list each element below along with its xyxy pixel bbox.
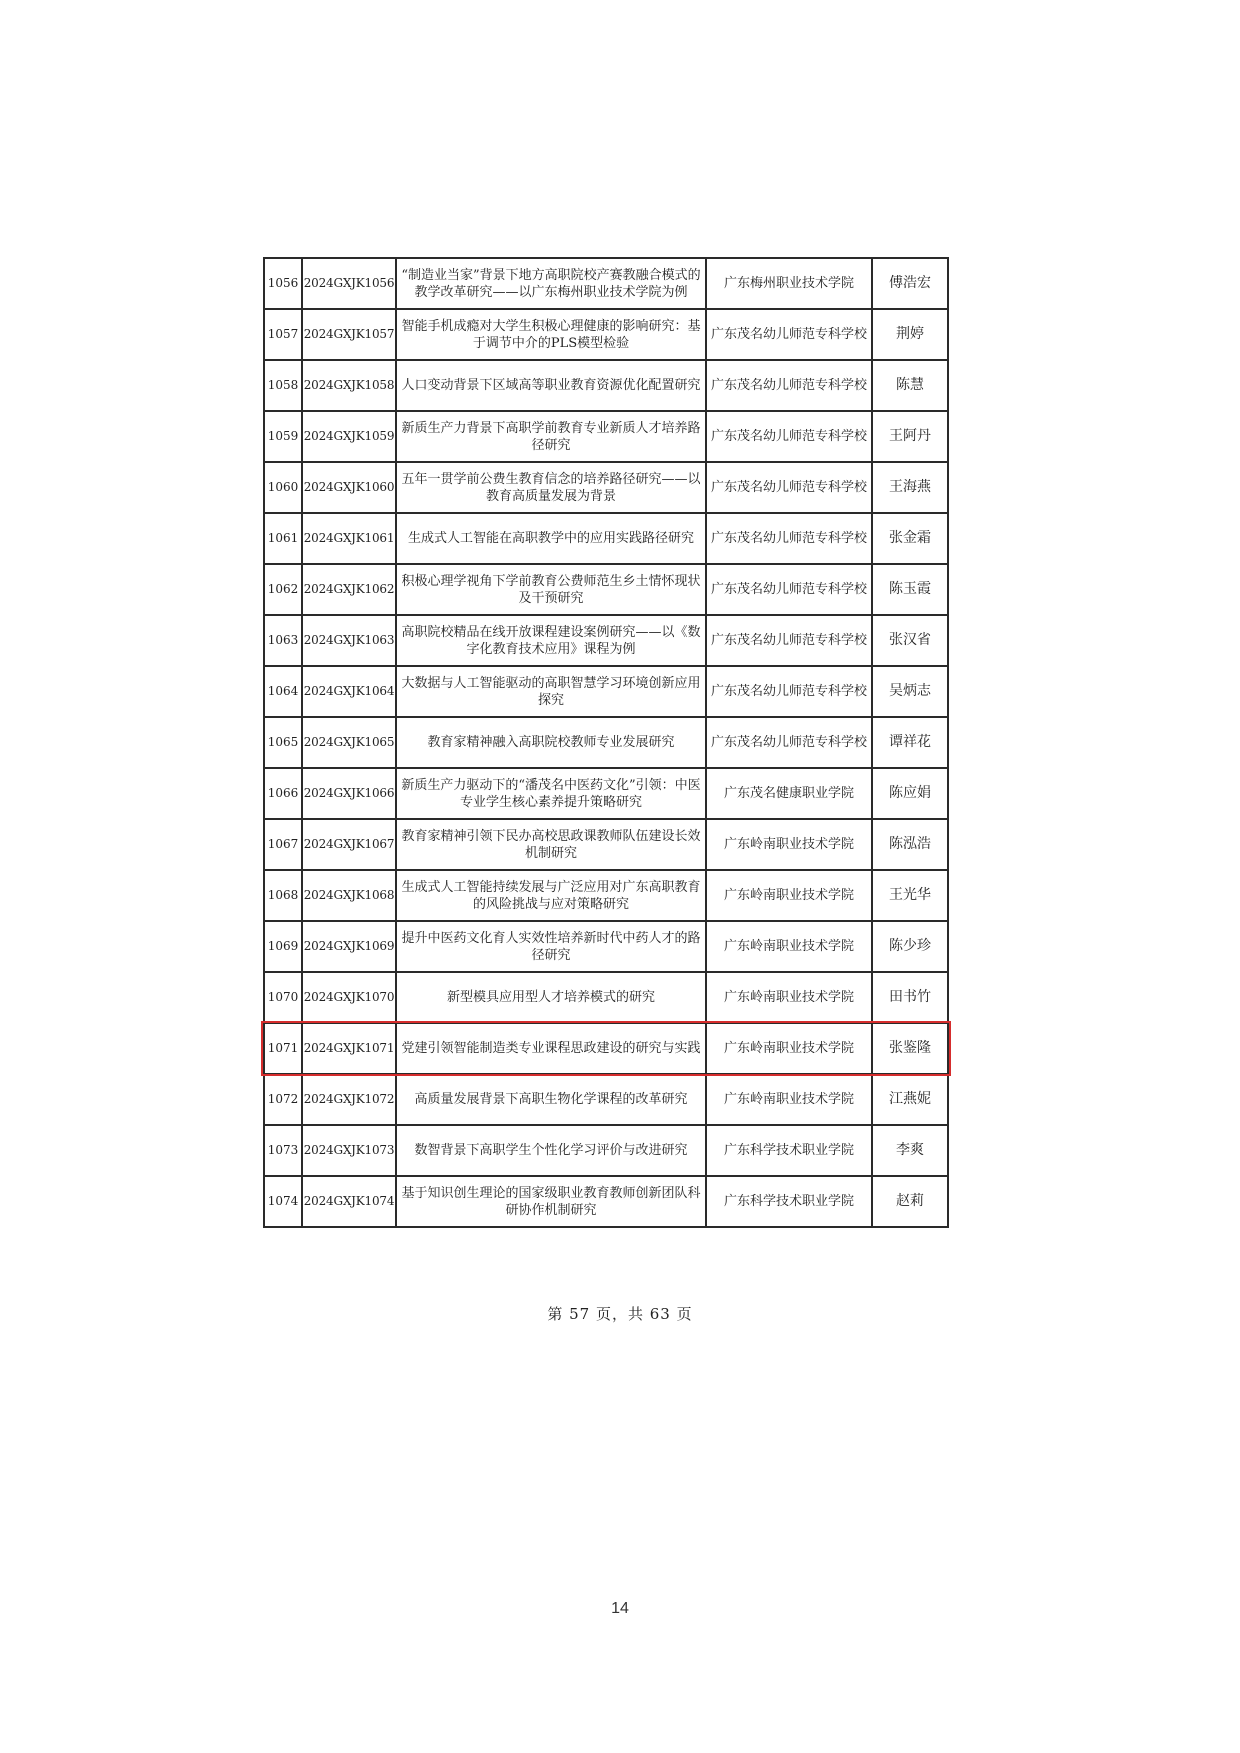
project-code: 2024GXJK1062 [302,564,396,615]
project-code: 2024GXJK1074 [302,1176,396,1227]
project-code: 2024GXJK1069 [302,921,396,972]
table-row [264,972,948,1023]
project-title: 积极心理学视角下学前教育公费师范生乡土情怀现状及干预研究 [396,564,706,615]
person-name: 傅浩宏 [872,258,948,309]
school-name: 广东茂名幼儿师范专科学校 [706,666,872,717]
table-row [264,717,948,768]
school-name: 广东茂名幼儿师范专科学校 [706,411,872,462]
project-title: 智能手机成瘾对大学生积极心理健康的影响研究：基于调节中介的PLS模型检验 [396,309,706,360]
page-number: 14 [611,1600,629,1617]
table-row [264,258,948,309]
row-number: 1063 [264,615,302,666]
table-row [264,1074,948,1125]
page-info: 第 57 页，共 63 页 [547,1305,693,1323]
table-row [264,768,948,819]
project-title: 提升中医药文化育人实效性培养新时代中药人才的路径研究 [396,921,706,972]
school-name: 广东岭南职业技术学院 [706,1023,872,1074]
project-title: “制造业当家”背景下地方高职院校产赛教融合模式的教学改革研究——以广东梅州职业技术学院为例 [396,258,706,309]
project-title: 大数据与人工智能驱动的高职智慧学习环境创新应用探究 [396,666,706,717]
person-name: 谭祥花 [872,717,948,768]
table-row [264,309,948,360]
row-number: 1069 [264,921,302,972]
person-name: 陈玉霞 [872,564,948,615]
school-name: 广东岭南职业技术学院 [706,972,872,1023]
project-title: 基于知识创生理论的国家级职业教育教师创新团队科研协作机制研究 [396,1176,706,1227]
school-name: 广东岭南职业技术学院 [706,819,872,870]
table-row [264,1023,948,1074]
row-number: 1058 [264,360,302,411]
project-title: 数智背景下高职学生个性化学习评价与改进研究 [396,1125,706,1176]
school-name: 广东茂名幼儿师范专科学校 [706,360,872,411]
project-code: 2024GXJK1064 [302,666,396,717]
row-number: 1065 [264,717,302,768]
person-name: 陈少珍 [872,921,948,972]
project-title: 新质生产力背景下高职学前教育专业新质人才培养路径研究 [396,411,706,462]
school-name: 广东茂名幼儿师范专科学校 [706,564,872,615]
project-title: 高职院校精品在线开放课程建设案例研究——以《数字化教育技术应用》课程为例 [396,615,706,666]
project-code: 2024GXJK1072 [302,1074,396,1125]
table-row [264,666,948,717]
table-row [264,870,948,921]
project-code: 2024GXJK1059 [302,411,396,462]
row-number: 1059 [264,411,302,462]
person-name: 李爽 [872,1125,948,1176]
row-number: 1073 [264,1125,302,1176]
school-name: 广东茂名健康职业学院 [706,768,872,819]
table-row [264,615,948,666]
project-code: 2024GXJK1066 [302,768,396,819]
school-name: 广东茂名幼儿师范专科学校 [706,615,872,666]
row-number: 1068 [264,870,302,921]
row-number: 1061 [264,513,302,564]
project-code: 2024GXJK1071 [302,1023,396,1074]
person-name: 王光华 [872,870,948,921]
project-title: 生成式人工智能在高职教学中的应用实践路径研究 [396,513,706,564]
project-code: 2024GXJK1057 [302,309,396,360]
school-name: 广东梅州职业技术学院 [706,258,872,309]
project-code: 2024GXJK1070 [302,972,396,1023]
person-name: 张鉴隆 [872,1023,948,1074]
row-number: 1056 [264,258,302,309]
school-name: 广东岭南职业技术学院 [706,1074,872,1125]
table-row [264,1176,948,1227]
school-name: 广东岭南职业技术学院 [706,921,872,972]
project-code: 2024GXJK1060 [302,462,396,513]
row-number: 1057 [264,309,302,360]
table-row [264,462,948,513]
person-name: 赵莉 [872,1176,948,1227]
school-name: 广东科学技术职业学院 [706,1176,872,1227]
project-code: 2024GXJK1067 [302,819,396,870]
person-name: 张汉省 [872,615,948,666]
school-name: 广东茂名幼儿师范专科学校 [706,717,872,768]
row-number: 1072 [264,1074,302,1125]
table-row [264,1125,948,1176]
project-code: 2024GXJK1063 [302,615,396,666]
table-row [264,513,948,564]
project-code: 2024GXJK1061 [302,513,396,564]
person-name: 陈应娟 [872,768,948,819]
project-code: 2024GXJK1065 [302,717,396,768]
project-title: 人口变动背景下区域高等职业教育资源优化配置研究 [396,360,706,411]
table-row [264,921,948,972]
project-title: 新型模具应用型人才培养模式的研究 [396,972,706,1023]
project-code: 2024GXJK1068 [302,870,396,921]
project-title: 新质生产力驱动下的“潘茂名中医药文化”引领：中医专业学生核心素养提升策略研究 [396,768,706,819]
school-name: 广东茂名幼儿师范专科学校 [706,513,872,564]
table-row [264,411,948,462]
person-name: 张金霜 [872,513,948,564]
project-title: 教育家精神引领下民办高校思政课教师队伍建设长效机制研究 [396,819,706,870]
project-list-table [263,257,949,1228]
table-row [264,819,948,870]
school-name: 广东茂名幼儿师范专科学校 [706,462,872,513]
table-row [264,564,948,615]
table-body [264,258,948,1227]
project-code: 2024GXJK1058 [302,360,396,411]
school-name: 广东茂名幼儿师范专科学校 [706,309,872,360]
person-name: 王阿丹 [872,411,948,462]
project-title: 生成式人工智能持续发展与广泛应用对广东高职教育的风险挑战与应对策略研究 [396,870,706,921]
person-name: 荆婷 [872,309,948,360]
person-name: 陈泓浩 [872,819,948,870]
row-number: 1067 [264,819,302,870]
row-number: 1070 [264,972,302,1023]
person-name: 陈慧 [872,360,948,411]
project-code: 2024GXJK1073 [302,1125,396,1176]
table-row [264,360,948,411]
person-name: 田书竹 [872,972,948,1023]
row-number: 1066 [264,768,302,819]
project-title: 教育家精神融入高职院校教师专业发展研究 [396,717,706,768]
person-name: 江燕妮 [872,1074,948,1125]
project-title: 高质量发展背景下高职生物化学课程的改革研究 [396,1074,706,1125]
person-name: 王海燕 [872,462,948,513]
row-number: 1064 [264,666,302,717]
project-title: 党建引领智能制造类专业课程思政建设的研究与实践 [396,1023,706,1074]
row-number: 1060 [264,462,302,513]
row-number: 1062 [264,564,302,615]
person-name: 吴炳志 [872,666,948,717]
row-number: 1071 [264,1023,302,1074]
project-code: 2024GXJK1056 [302,258,396,309]
row-number: 1074 [264,1176,302,1227]
school-name: 广东岭南职业技术学院 [706,870,872,921]
project-title: 五年一贯学前公费生教育信念的培养路径研究——以教育高质量发展为背景 [396,462,706,513]
school-name: 广东科学技术职业学院 [706,1125,872,1176]
